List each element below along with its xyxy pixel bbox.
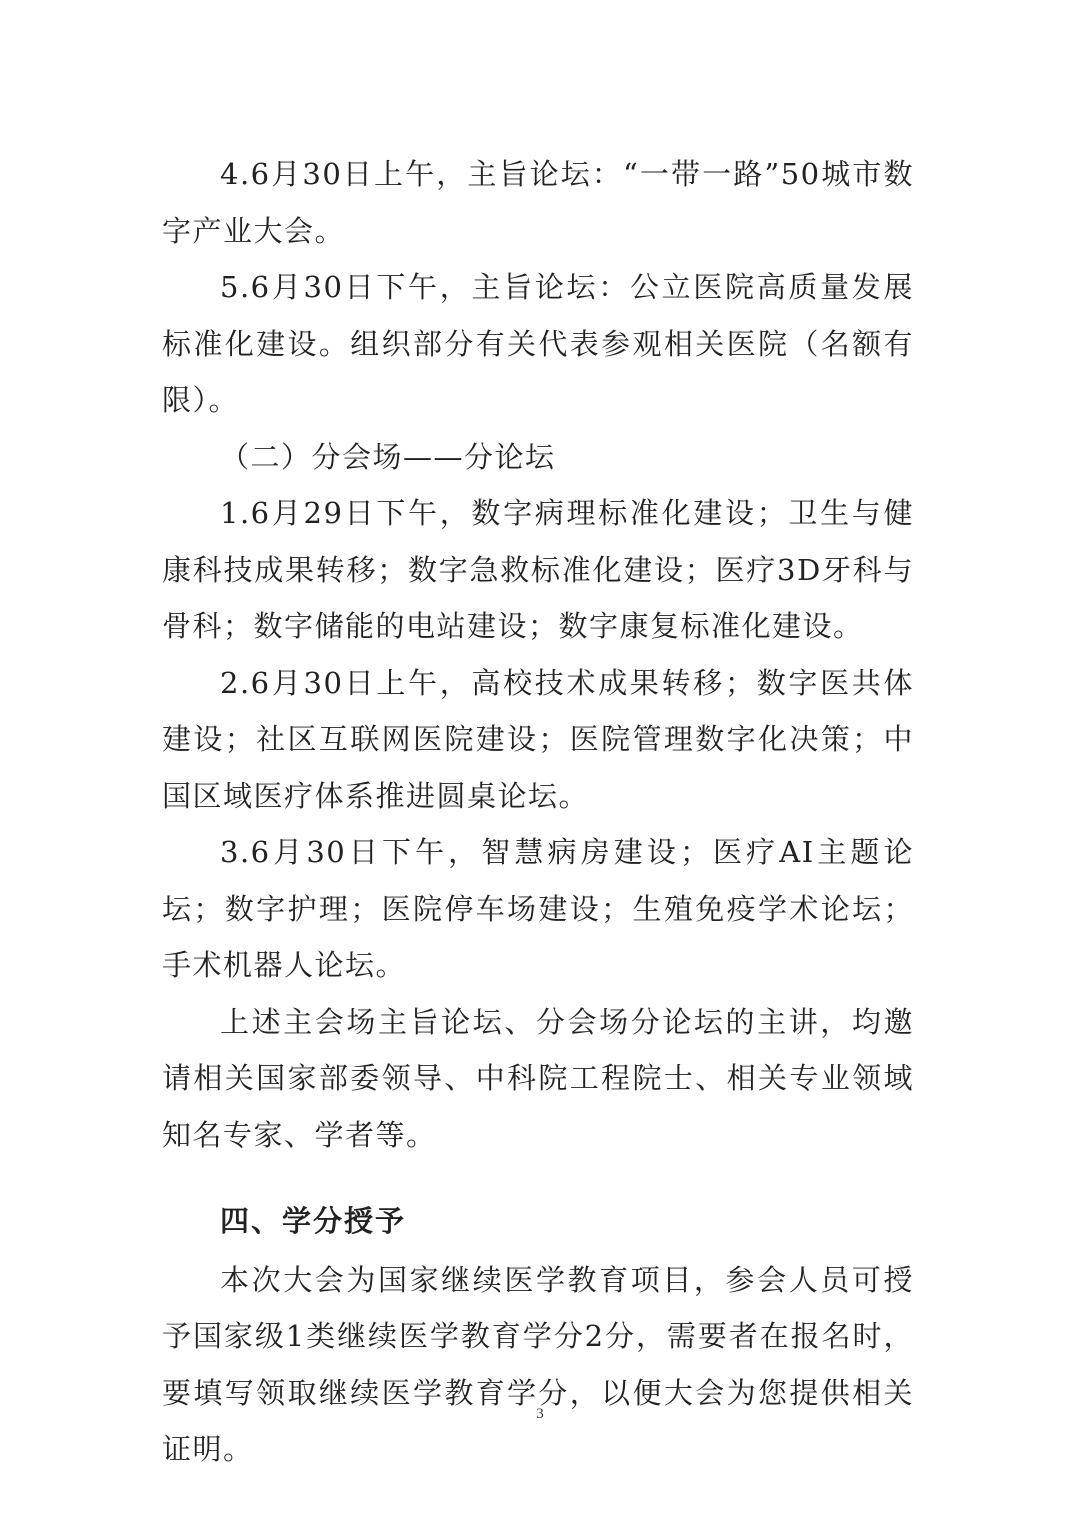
page-number: 3 [536, 1406, 544, 1422]
paragraph-sub-forum-1: 1.6月29日下午，数字病理标准化建设；卫生与健康科技成果转移；数字急救标准化建设；医疗3D牙科与骨科；数字储能的电站建设；数字康复标准化建设。 [162, 496, 914, 643]
paragraph-speakers: 上述主会场主旨论坛、分会场分论坛的主讲，均邀请相关国家部委领导、中科院工程院士、相关专业领域知名专家、学者等。 [162, 1004, 914, 1152]
paragraph-main-forum-5: 5.6月30日下午，主旨论坛：公立医院高质量发展标准化建设。组织部分有关代表参观相关医院（名额有限）。 [162, 270, 914, 417]
subheading-sub-venue: （二）分会场——分论坛 [220, 439, 556, 474]
paragraph-sub-forum-2: 2.6月30日上午，高校技术成果转移；数字医共体建设；社区互联网医院建设；医院管理数字化决策；中国区域医疗体系推进圆桌论坛。 [162, 665, 914, 813]
paragraph-sub-forum-3: 3.6月30日下午，智慧病房建设；医疗AI主题论坛；数字护理；医院停车场建设；生殖免疫学术论坛；手术机器人论坛。 [162, 835, 914, 982]
document-body [162, 146, 914, 1478]
paragraph-credits: 本次大会为国家继续医学教育项目，参会人员可授予国家级1类继续医学教育学分2分，需要者在报名时，要填写领取继续医学教育学分，以便大会为您提供相关证明。 [162, 1262, 914, 1466]
paragraph-main-forum-4: 4.6月30日上午，主旨论坛：“一带一路”50城市数字产业大会。 [162, 157, 914, 248]
section-heading-credits: 四、学分授予 [220, 1204, 407, 1238]
